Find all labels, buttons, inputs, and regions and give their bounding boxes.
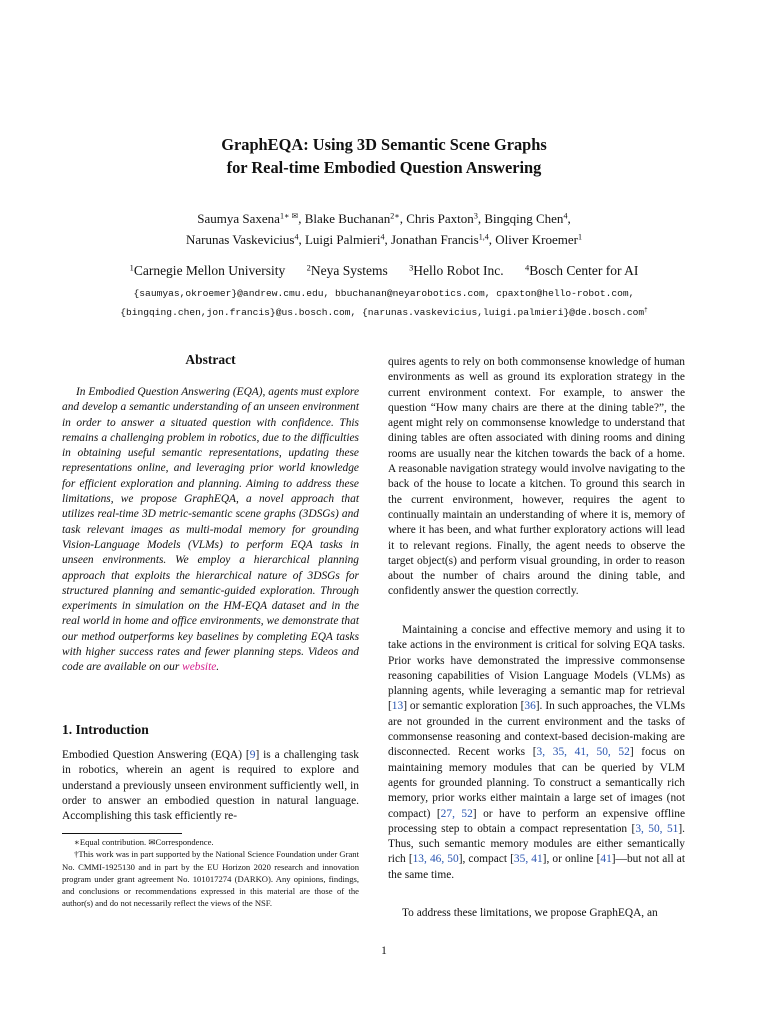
intro-text: ] is a challenging task in robotics, wherein an agent is required to explore and understand a previously unseen environment sufficiently well, in order to answer an embodied question in natural language. Accomplishing this task efficiently re- (62, 749, 360, 823)
footnotes (62, 836, 359, 910)
abstract-text: In Embodied Question Answering (EQA), agents must explore and develop a semantic understanding of an unseen environment in order to answer a situated question with confidence. This remains a challenging problem in robotics, due to the difficulties in obtaining useful semantic representations, updating these representations online, and leveraging prior world knowledge for efficient exploration and planning. Aiming to address these limitations, we propose GraphEQA, a novel approach that utilizes real-time 3D metric-semantic scene graphs (3DSGs) and task relevant images as multi-modal memory for grounding Vision-Language Models (VLMs) to perform EQA tasks in unseen environments. We employ a hierarchical planning approach that exploits the hierarchical nature of 3DSGs for structured planning and semantic-guided exploration. Through experiments in simulation on the HM-EQA dataset and in the real world in home and office environments, we demonstrate that our method outperforms key baselines by completing EQA tasks with higher success rates and fewer planning steps. Videos and code are available on our (62, 386, 359, 674)
footnote-funding: †This work was in part supported by the National Science Foundation under Grant No. CMMI-1925130 and in part by the EU Horizon 2020 research and innovation program under grant agreement No. 101017274 (DARKO). Any opinions, findings, and conclusions or recommendations expressed in this material are those of the author(s) and do not necessarily reflect the views of the NSF. (62, 849, 359, 909)
page-number: 1 (381, 945, 387, 957)
author-name: Blake Buchanan (304, 211, 391, 226)
author-affil-mark: 4 (294, 232, 299, 242)
citation-link[interactable]: 3, 35, 41, 50, 52 (536, 746, 630, 759)
right-paragraph-2 (388, 623, 685, 883)
citation-link[interactable]: 13 (391, 700, 404, 713)
introduction-paragraph (62, 748, 359, 824)
citation-link[interactable]: 41 (600, 853, 612, 866)
author-list (0, 208, 768, 250)
author-affil-mark: 1 (577, 232, 582, 242)
affiliation-number: 2 (306, 263, 311, 273)
para-text: ] or semantic exploration [ (403, 700, 525, 713)
author-line-2: Narunas Vaskevicius$^4$, Luigi Palmieri$^4$, Jonathan Francis$^{1,4}$, Oliver Kroemer$^1$ (186, 232, 582, 247)
affiliation (130, 263, 286, 278)
right-paragraph-1: quires agents to rely on both commonsense knowledge of human environments as well as ground its exploration strategy in the current environment context. For example, to answer the question “How many chairs are there at the dining table?”, the agent might rely on commonsense knowledge to understand that dining tables are often associated with dining rooms and dining rooms are usually near the kitchen towards the back of a home. A reasonable navigation strategy would involve navigating to the back of the house to locate a kitchen. To ground this search in the current environment, however, requires the agent to continually maintain an understanding of where it is, memory of where it has been, and what further exploratory actions will lead it to relevant regions. Finally, the agent needs to observe the target object(s) and perform visual grounding, in order to reason about the number of chairs around the dining table, and confidently answer the question correctly. (388, 356, 685, 598)
affiliation-name: Hello Robot Inc. (413, 263, 504, 278)
author-emails (0, 284, 768, 322)
author-name: Bingqing Chen (484, 211, 564, 226)
email-line-2-text: {bingqing.chen,jon.francis}@us.bosch.com, {narunas.vaskevicius,luigi.palmieri}@de.bosch.com (120, 307, 645, 318)
affiliation (409, 263, 504, 278)
section-heading-introduction: 1. Introduction (62, 722, 149, 737)
dagger-mark: † (644, 306, 648, 314)
intro-text: Embodied Question Answering (EQA) [ (62, 749, 250, 761)
abstract-body (62, 385, 359, 676)
author-name: Luigi Palmieri (304, 232, 381, 247)
author-name: Oliver Kroemer (495, 232, 578, 247)
paper-title (0, 133, 768, 179)
author-affil-mark: 1,4 (478, 232, 489, 242)
para-text: ], or online [ (542, 853, 601, 866)
author-affil-mark: 4 (380, 232, 385, 242)
footnote-equal-contribution: ∗Equal contribution. ✉Correspondence. (74, 837, 214, 847)
affiliation (525, 263, 638, 278)
citation-link[interactable]: 3, 50, 51 (635, 822, 679, 835)
para-text: ]—but not all at the same time. (388, 853, 685, 881)
affiliation (307, 263, 388, 278)
affiliation-name: Bosch Center for AI (529, 263, 639, 278)
affiliation-name: Carnegie Mellon University (133, 263, 286, 278)
affiliation-name: Neya Systems (310, 263, 388, 278)
author-line-1: Saumya Saxena$^{1∗ ✉}$, Blake Buchanan$^{2∗}$, Chris Paxton$^3$, Bingqing Chen$^4$, (197, 211, 571, 226)
email-line-1: {saumyas,okroemer}@andrew.cmu.edu, bbuchanan@neyarobotics.com, cpaxton@hello-robot.com, (133, 288, 635, 299)
title-line-2: for Real-time Embodied Question Answering (226, 158, 542, 177)
para-text: ] focus on maintaining memory modules that can be queried by VLM agents for grounded planning. To construct a semantically rich memory, prior works either maintain a large set of images (not compact) [ (388, 746, 685, 820)
affiliation-number: 1 (129, 263, 134, 273)
author-name: Saumya Saxena (197, 211, 280, 226)
title-line-1: GraphEQA: Using 3D Semantic Scene Graphs (221, 135, 547, 154)
para-text: ], compact [ (458, 853, 514, 866)
affiliation-number: 4 (525, 263, 530, 273)
author-name: Narunas Vaskevicius (186, 232, 295, 247)
author-name: Jonathan Francis (390, 232, 479, 247)
author-affil-mark: 3 (473, 211, 478, 221)
author-affil-mark: 4 (563, 211, 568, 221)
right-paragraph-3: To address these limitations, we propose GraphEQA, an (402, 907, 658, 919)
author-name: Chris Paxton (406, 211, 474, 226)
abstract-heading: Abstract (185, 352, 236, 367)
abstract-end: . (216, 661, 220, 674)
para-text: ]. In such approaches, the VLMs are not grounded in the current environment and the tasks of commonsense reasoning and context-based decision-making are disconnected. Recent works [ (388, 700, 685, 759)
para-text: Maintaining a concise and effective memory and using it to take actions in the environment is critical for solving EQA tasks. Prior works have demonstrated the impressive commonsense reasoning capabilities of Vision Language Models (VLMs) as planning agents, while leveraging a semantic map for retrieval [ (388, 624, 685, 713)
footnote-divider (62, 833, 182, 834)
citation-link[interactable]: 13, 46, 50 (412, 853, 459, 866)
affiliation-number: 3 (409, 263, 414, 273)
citation-link[interactable]: 27, 52 (440, 807, 473, 820)
para-text: ]. Thus, such semantic memory modules are either semantically rich [ (388, 822, 685, 866)
affiliations (0, 262, 768, 280)
para-text: ] or have to perform an expensive offline processing step to obtain a compact representation [ (388, 807, 685, 835)
citation-link[interactable]: 36 (524, 700, 536, 713)
website-link[interactable]: website (182, 661, 217, 674)
citation-link[interactable]: 35, 41 (513, 853, 543, 866)
author-affil-mark: 2∗ (390, 211, 400, 221)
citation-link[interactable]: 9 (249, 749, 256, 761)
email-line-2 (0, 303, 768, 322)
author-affil-mark: 1∗ ✉ (279, 211, 299, 221)
